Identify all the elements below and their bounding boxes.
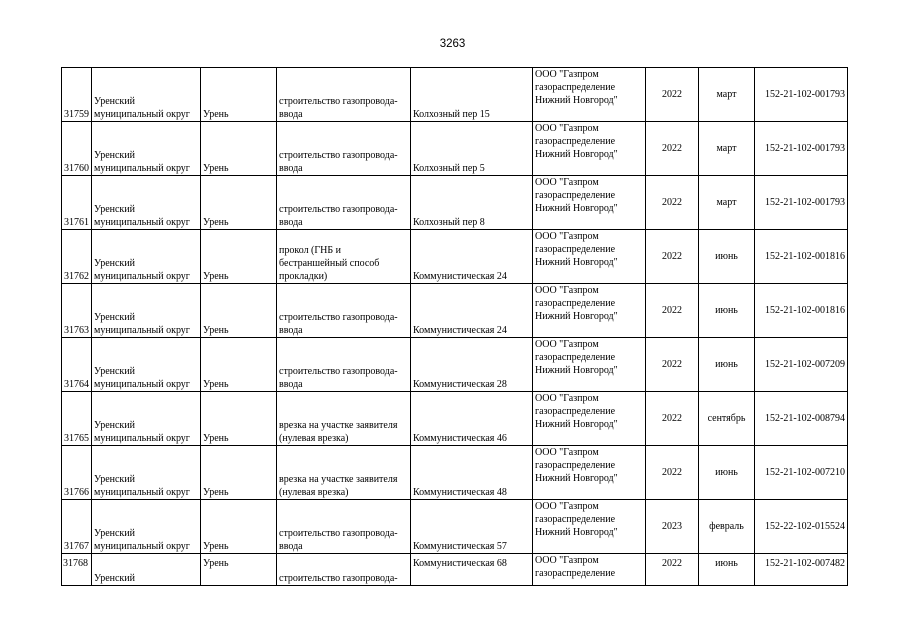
- cell-org3: Нижний Новгород": [535, 473, 618, 484]
- locality: [201, 122, 277, 176]
- cell-work2: строительство газопровода-: [279, 96, 398, 107]
- cell-work3: (нулевая врезка): [279, 487, 349, 498]
- year: [646, 338, 699, 392]
- year: [646, 554, 699, 586]
- cell-code: 152-21-102-001793: [765, 197, 845, 208]
- locality: [201, 554, 277, 586]
- cell-work1: [279, 190, 408, 203]
- cell-work3: прокладки): [279, 271, 328, 282]
- cell-num: 31759: [64, 109, 89, 120]
- month: [699, 500, 755, 554]
- cell-work3: ввода: [279, 217, 303, 228]
- cell-address: Коммунистическая 46: [413, 433, 507, 444]
- cell-org3: Нижний Новгород": [535, 419, 618, 430]
- cell-org2: газораспределение: [535, 82, 616, 93]
- cell-mun2: муниципальный округ: [94, 325, 190, 336]
- record-number: [62, 500, 92, 554]
- cell-address: Коммунистическая 68: [413, 558, 507, 569]
- cell-address: Колхозный пер 15: [413, 109, 490, 120]
- month: [699, 68, 755, 122]
- municipality: [92, 230, 201, 284]
- cell-work3: (нулевая врезка): [279, 433, 349, 444]
- cell-work1: [279, 136, 408, 149]
- permit-code: [755, 338, 848, 392]
- work-type: [277, 176, 411, 230]
- cell-locality: Урень: [203, 163, 229, 174]
- cell-org2: газораспределение: [535, 190, 616, 201]
- record-number: [62, 68, 92, 122]
- organization: [533, 446, 646, 500]
- cell-month: июнь: [715, 251, 738, 262]
- cell-org3: Нижний Новгород": [535, 527, 618, 538]
- locality: [201, 392, 277, 446]
- cell-org3: Нижний Новгород": [535, 365, 618, 376]
- year: [646, 392, 699, 446]
- cell-month: март: [716, 143, 737, 154]
- cell-mun2: муниципальный округ: [94, 541, 190, 552]
- cell-locality: Урень: [203, 487, 229, 498]
- cell-work2: строительство газопровода-: [279, 204, 398, 215]
- permit-code: [755, 122, 848, 176]
- cell-mun2: муниципальный округ: [94, 271, 190, 282]
- cell-code: 152-21-102-001816: [765, 251, 845, 262]
- cell-locality: Урень: [203, 217, 229, 228]
- cell-month: июнь: [715, 558, 738, 569]
- year: [646, 500, 699, 554]
- cell-work1: строительство газопровода-: [279, 573, 398, 584]
- municipality: [92, 284, 201, 338]
- cell-year: 2022: [662, 305, 682, 316]
- cell-address: Коммунистическая 48: [413, 487, 507, 498]
- permit-code: [755, 176, 848, 230]
- cell-org3: Нижний Новгород": [535, 257, 618, 268]
- month: [699, 284, 755, 338]
- work-type: [277, 554, 411, 586]
- municipality: [92, 392, 201, 446]
- cell-locality: Урень: [203, 558, 229, 569]
- cell-address: Коммунистическая 28: [413, 379, 507, 390]
- cell-mun1: Уренский: [94, 204, 135, 215]
- cell-work1: [279, 514, 408, 527]
- cell-org1: ООО "Газпром: [535, 555, 599, 566]
- cell-work2: бестраншейный способ: [279, 258, 380, 269]
- cell-work3: ввода: [279, 163, 303, 174]
- cell-org3: Нижний Новгород": [535, 311, 618, 322]
- month: [699, 446, 755, 500]
- cell-org2: газораспределение: [535, 244, 616, 255]
- cell-org2: газораспределение: [535, 568, 616, 579]
- permit-code: [755, 500, 848, 554]
- table-row: [62, 392, 848, 446]
- table-row: [62, 122, 848, 176]
- permit-code: [755, 392, 848, 446]
- organization: [533, 68, 646, 122]
- permit-code: [755, 68, 848, 122]
- address: [411, 230, 533, 284]
- cell-org3: Нижний Новгород": [535, 203, 618, 214]
- work-type: [277, 446, 411, 500]
- cell-work1: прокол (ГНБ и: [279, 245, 341, 256]
- cell-org2: газораспределение: [535, 514, 616, 525]
- cell-org1: ООО "Газпром: [535, 393, 599, 404]
- cell-num: 31768: [63, 558, 88, 569]
- records-table: [61, 67, 848, 586]
- year: [646, 176, 699, 230]
- record-number: [62, 284, 92, 338]
- cell-code: 152-21-102-008794: [765, 413, 845, 424]
- permit-code: [755, 284, 848, 338]
- organization: [533, 122, 646, 176]
- locality: [201, 176, 277, 230]
- address: [411, 122, 533, 176]
- locality: [201, 230, 277, 284]
- cell-num: 31761: [64, 217, 89, 228]
- cell-org2: газораспределение: [535, 406, 616, 417]
- cell-mun1: Уренский: [94, 366, 135, 377]
- table-row: [62, 230, 848, 284]
- cell-locality: Урень: [203, 109, 229, 120]
- record-number: [62, 230, 92, 284]
- cell-num: 31762: [64, 271, 89, 282]
- permit-code: [755, 554, 848, 586]
- cell-work1: [279, 406, 408, 419]
- locality: [201, 446, 277, 500]
- table-row: [62, 176, 848, 230]
- cell-mun1: Уренский: [94, 258, 135, 269]
- cell-locality: Урень: [203, 325, 229, 336]
- cell-month: март: [716, 89, 737, 100]
- cell-org1: ООО "Газпром: [535, 285, 599, 296]
- address: [411, 500, 533, 554]
- work-type: [277, 230, 411, 284]
- organization: [533, 554, 646, 586]
- page-number: 3263: [439, 38, 466, 50]
- cell-month: февраль: [709, 521, 744, 532]
- table-row: [62, 338, 848, 392]
- cell-org1: ООО "Газпром: [535, 447, 599, 458]
- cell-work2: врезка на участке заявителя: [279, 420, 398, 431]
- cell-locality: Урень: [203, 541, 229, 552]
- cell-code: 152-21-102-007482: [765, 558, 845, 569]
- cell-address: Колхозный пер 5: [413, 163, 485, 174]
- cell-work3: ввода: [279, 379, 303, 390]
- cell-org1: ООО "Газпром: [535, 231, 599, 242]
- month: [699, 230, 755, 284]
- address: [411, 338, 533, 392]
- cell-month: март: [716, 197, 737, 208]
- year: [646, 284, 699, 338]
- cell-work1: [279, 352, 408, 365]
- address: [411, 284, 533, 338]
- cell-mun1: Уренский: [94, 96, 135, 107]
- cell-year: 2022: [662, 89, 682, 100]
- cell-locality: Урень: [203, 271, 229, 282]
- cell-org1: ООО "Газпром: [535, 69, 599, 80]
- municipality: [92, 176, 201, 230]
- cell-work2: строительство газопровода-: [279, 528, 398, 539]
- cell-num: 31766: [64, 487, 89, 498]
- cell-month: июнь: [715, 305, 738, 316]
- cell-month: сентябрь: [707, 413, 746, 424]
- cell-work2: строительство газопровода-: [279, 366, 398, 377]
- cell-code: 152-21-102-001793: [765, 89, 845, 100]
- table-row: [62, 284, 848, 338]
- cell-num: 31764: [64, 379, 89, 390]
- cell-address: Колхозный пер 8: [413, 217, 485, 228]
- address: [411, 176, 533, 230]
- table-row: [62, 68, 848, 122]
- cell-year: 2022: [662, 467, 682, 478]
- cell-locality: Урень: [203, 433, 229, 444]
- cell-mun1: Уренский: [94, 312, 135, 323]
- cell-mun1: Уренский: [94, 573, 135, 584]
- cell-work2: строительство газопровода-: [279, 150, 398, 161]
- cell-org1: ООО "Газпром: [535, 123, 599, 134]
- cell-work3: ввода: [279, 109, 303, 120]
- cell-mun2: муниципальный округ: [94, 487, 190, 498]
- cell-address: Коммунистическая 24: [413, 325, 507, 336]
- cell-num: 31763: [64, 325, 89, 336]
- table-row: [62, 446, 848, 500]
- cell-work1: [279, 298, 408, 311]
- year: [646, 122, 699, 176]
- locality: [201, 284, 277, 338]
- cell-mun2: муниципальный округ: [94, 217, 190, 228]
- cell-num: 31760: [64, 163, 89, 174]
- organization: [533, 500, 646, 554]
- organization: [533, 392, 646, 446]
- cell-year: 2023: [662, 521, 682, 532]
- year: [646, 230, 699, 284]
- record-number: [62, 446, 92, 500]
- cell-code: 152-21-102-007209: [765, 359, 845, 370]
- cell-work2: строительство газопровода-: [279, 312, 398, 323]
- cell-org2: газораспределение: [535, 136, 616, 147]
- municipality: [92, 500, 201, 554]
- permit-code: [755, 446, 848, 500]
- record-number: [62, 338, 92, 392]
- work-type: [277, 68, 411, 122]
- organization: [533, 284, 646, 338]
- address: [411, 446, 533, 500]
- municipality: [92, 338, 201, 392]
- municipality: [92, 122, 201, 176]
- cell-address: Коммунистическая 24: [413, 271, 507, 282]
- cell-code: 152-22-102-015524: [765, 521, 845, 532]
- year: [646, 446, 699, 500]
- cell-mun1: Уренский: [94, 474, 135, 485]
- year: [646, 68, 699, 122]
- cell-org3: Нижний Новгород": [535, 95, 618, 106]
- cell-mun1: Уренский: [94, 420, 135, 431]
- organization: [533, 338, 646, 392]
- table-row: [62, 500, 848, 554]
- record-number: [62, 176, 92, 230]
- month: [699, 338, 755, 392]
- cell-code: 152-21-102-007210: [765, 467, 845, 478]
- cell-mun2: муниципальный округ: [94, 379, 190, 390]
- cell-mun2: муниципальный округ: [94, 109, 190, 120]
- cell-work1: [279, 460, 408, 473]
- address: [411, 68, 533, 122]
- locality: [201, 500, 277, 554]
- cell-year: 2022: [662, 558, 682, 569]
- organization: [533, 230, 646, 284]
- cell-work1: [279, 82, 408, 95]
- cell-org1: ООО "Газпром: [535, 177, 599, 188]
- cell-year: 2022: [662, 197, 682, 208]
- month: [699, 392, 755, 446]
- cell-month: июнь: [715, 467, 738, 478]
- work-type: [277, 338, 411, 392]
- cell-org1: ООО "Газпром: [535, 501, 599, 512]
- cell-locality: Урень: [203, 379, 229, 390]
- work-type: [277, 122, 411, 176]
- municipality: [92, 68, 201, 122]
- address: [411, 554, 533, 586]
- locality: [201, 68, 277, 122]
- cell-mun2: муниципальный округ: [94, 433, 190, 444]
- cell-month: июнь: [715, 359, 738, 370]
- cell-year: 2022: [662, 251, 682, 262]
- month: [699, 176, 755, 230]
- cell-org2: газораспределение: [535, 298, 616, 309]
- cell-address: Коммунистическая 57: [413, 541, 507, 552]
- record-number: [62, 122, 92, 176]
- work-type: [277, 392, 411, 446]
- cell-year: 2022: [662, 359, 682, 370]
- cell-work3: ввода: [279, 325, 303, 336]
- locality: [201, 338, 277, 392]
- permit-code: [755, 230, 848, 284]
- address: [411, 392, 533, 446]
- cell-work3: ввода: [279, 541, 303, 552]
- record-number: [62, 392, 92, 446]
- municipality: [92, 554, 201, 586]
- cell-org1: ООО "Газпром: [535, 339, 599, 350]
- month: [699, 554, 755, 586]
- table-row: [62, 554, 848, 586]
- cell-org2: газораспределение: [535, 460, 616, 471]
- cell-year: 2022: [662, 413, 682, 424]
- cell-num: 31765: [64, 433, 89, 444]
- cell-code: 152-21-102-001793: [765, 143, 845, 154]
- cell-code: 152-21-102-001816: [765, 305, 845, 316]
- cell-year: 2022: [662, 143, 682, 154]
- work-type: [277, 500, 411, 554]
- cell-mun1: Уренский: [94, 150, 135, 161]
- cell-org3: Нижний Новгород": [535, 149, 618, 160]
- organization: [533, 176, 646, 230]
- records-body: [62, 68, 848, 586]
- cell-org2: газораспределение: [535, 352, 616, 363]
- municipality: [92, 446, 201, 500]
- cell-mun1: Уренский: [94, 528, 135, 539]
- cell-work2: врезка на участке заявителя: [279, 474, 398, 485]
- cell-mun2: муниципальный округ: [94, 163, 190, 174]
- record-number: [62, 554, 92, 586]
- cell-num: 31767: [64, 541, 89, 552]
- work-type: [277, 284, 411, 338]
- month: [699, 122, 755, 176]
